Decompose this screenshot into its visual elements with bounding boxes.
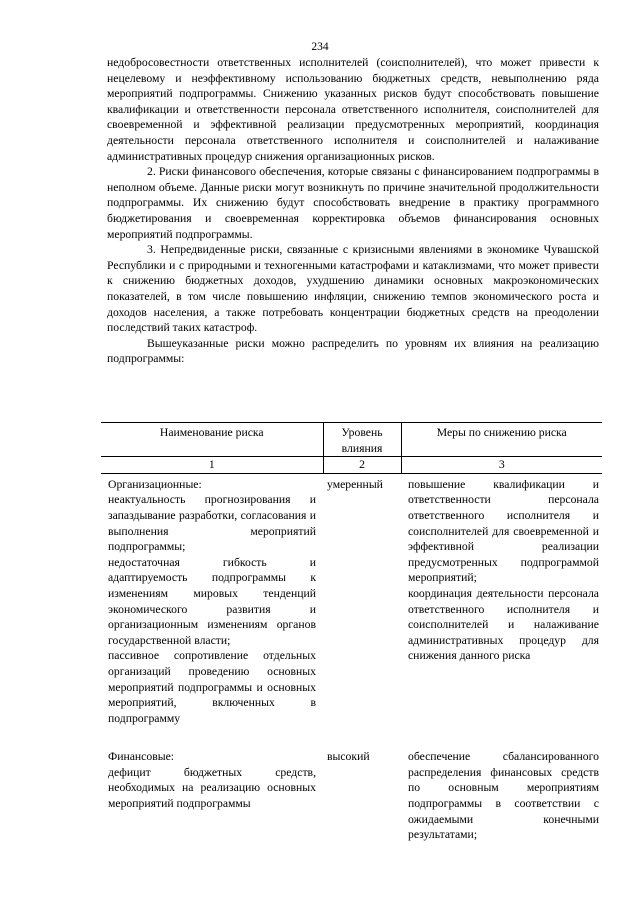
risk-level-cell: умеренный — [327, 477, 383, 491]
risk-level-cell: высокий — [327, 750, 370, 764]
table-row-financial — [101, 746, 602, 843]
risk-item: неактуальность прогнозирования и запаздывание разработки, согласования и выполнения мероприятий подпрограммы; — [108, 493, 316, 554]
column-number-2: 2 — [323, 457, 401, 474]
table-row-organizational — [101, 473, 602, 726]
column-number-1: 1 — [101, 457, 323, 474]
risk-item: недостаточная гибкость и адаптируемость подпрограммы к изменениям мировых тенденций экономического развития и организационным изменениям органов государственной власти; — [108, 555, 316, 647]
measure-item: повышение квалификации и ответственности персонала ответственного исполнителя и соисполнителей для своевременной и эффективной реализации предусмотренных подпрограммой мероприятий; — [408, 477, 599, 585]
risk-name-cell — [101, 473, 323, 726]
paragraph-unforeseen-risks: 3. Непредвиденные риски, связанные с кризисными явлениями в экономике Чувашской Республики и с природными и техногенными катастрофами и катаклизмами, что может привести к снижению бюджетных доходов, ухудшению динамики основных макроэкономических показателей, в том числе повышению инфляции, снижению темпов экономического роста и доходов населения, а также потребовать концентрации бюджетных средств на преодолении последствий таких катастроф. — [107, 243, 599, 335]
risk-item: пассивное сопротивление отдельных организаций проведению основных мероприятий подпрограммы и основных мероприятий, включенных в подпрограмму — [108, 649, 316, 725]
page-number: 234 — [311, 41, 329, 53]
column-number-3: 3 — [401, 457, 602, 474]
header-impact-level: Уровень влияния — [323, 423, 401, 457]
paragraph-risk-table-intro: Вышеуказанные риски можно распределить по уровням их влияния на реализацию подпрограммы: — [107, 336, 599, 366]
paragraph-financial-risks: 2. Риски финансового обеспечения, которые связаны с финансированием подпрограммы в неполном объеме. Данные риски могут возникнуть по причине значительной продолжительности подпрограммы. Их снижению будут способствовать внедрение в практику программного бюджетирования и своевременная корректировка объемов финансирования основных мероприятий подпрограммы. — [107, 165, 599, 241]
risk-measures-cell — [401, 473, 602, 726]
header-risk-name: Наименование риска — [101, 423, 323, 457]
measure-item: обеспечение сбалансированного распределения финансовых средств по основным мероприятиям подпрограммы в соответствии с ожидаемыми конечными результатами; — [408, 750, 599, 842]
table-column-number-row — [101, 457, 602, 474]
risk-category-title: Финансовые: — [108, 750, 175, 764]
body-text — [107, 55, 599, 367]
risk-category-title: Организационные: — [108, 477, 202, 491]
risk-table — [101, 422, 602, 843]
risk-measures-cell — [401, 746, 602, 843]
risk-name-cell — [101, 746, 323, 843]
header-mitigation-measures: Меры по снижению риска — [401, 423, 602, 457]
measure-item: координация деятельности персонала ответственного исполнителя и соисполнителей и налаживание административных процедур для снижения данного риска — [408, 586, 599, 663]
paragraph-organizational-risks-end: недобросовестности ответственных исполнителей (соисполнителей), что может привести к нецелевому и неэффективному использованию бюджетных средств, невыполнению ряда мероприятий подпрограммы. Снижению указанных рисков будут способствовать повышение квалификации и ответственности персонала ответственного исполнителя, соисполнителей для своевременной и эффективной реализации предусмотренных мероприятий, координация деятельности персонала ответственного исполнителя и соисполнителей и налаживание административных процедур снижения организационных рисков. — [107, 56, 599, 163]
risk-item: дефицит бюджетных средств, необходимых на реализацию основных мероприятий подпрограммы — [108, 765, 316, 811]
table-row-spacer — [101, 726, 602, 746]
table-header-row — [101, 423, 602, 457]
